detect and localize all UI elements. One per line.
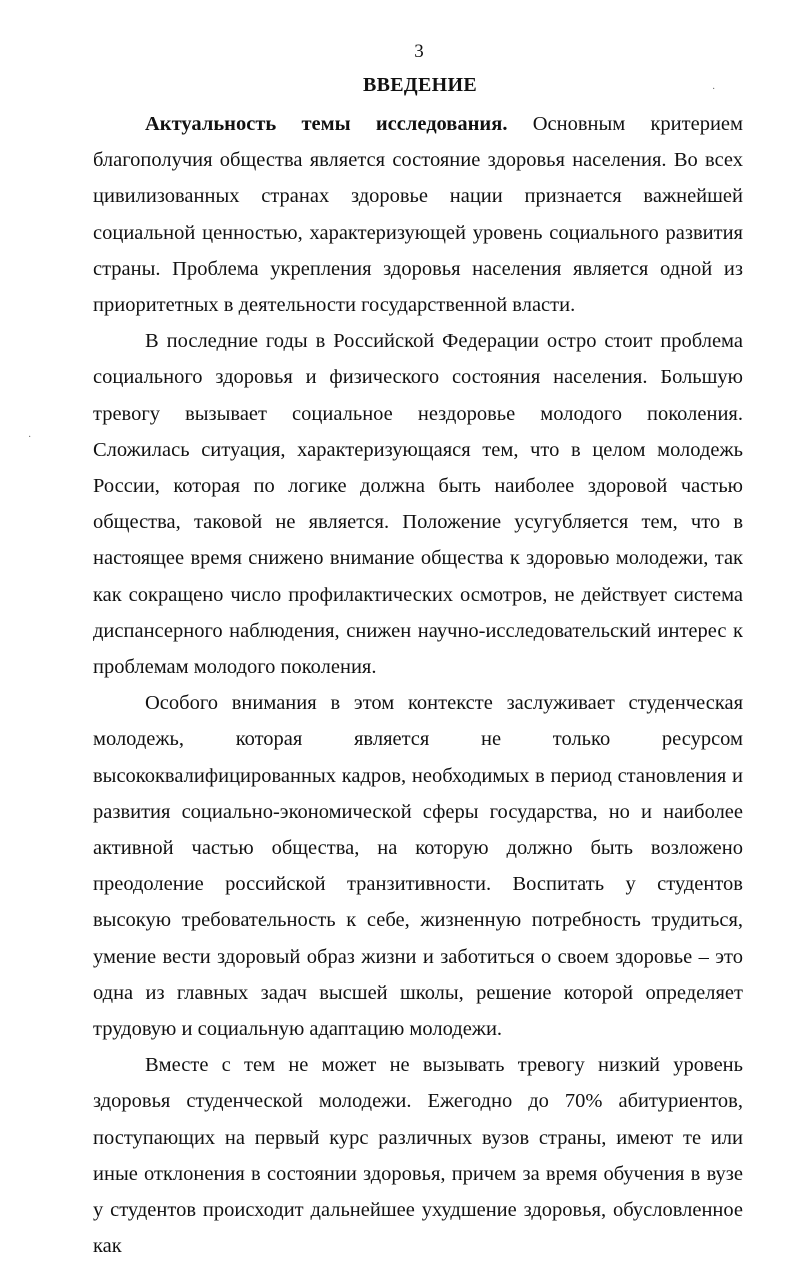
scan-speck: · — [28, 432, 32, 443]
paragraph-1 — [93, 106, 743, 323]
page-number: 3 — [414, 41, 424, 62]
paragraph-3: Особого внимания в этом контексте заслуживает студенческая молодежь, которая является не только ресурсом высококвалифицированных кадров, необходимых в период становления и развития социально-экономической сферы государства, но и наиболее активной частью общества, на которую должно быть возложено преодоление российской транзитивности. Воспитать у студентов высокую требовательность к себе, жизненную потребность трудиться, умение вести здоровый образ жизни и заботиться о своем здоровье – это одна из главных задач высшей школы, решение которой определяет трудовую и социальную адаптацию молодежи. — [93, 692, 743, 1041]
paragraph-4: Вместе с тем не может не вызывать тревогу низкий уровень здоровья студенческой молодежи. Ежегодно до 70% абитуриентов, поступающих на первый курс различных вузов страны, имеют те или иные отклонения в состоянии здоровья, причем за время обучения в вузе у студентов происходит дальнейшее ухудшение здоровья, обусловленное как — [93, 1054, 743, 1258]
section-title: ВВЕДЕНИЕ — [363, 74, 477, 96]
scan-speck: · — [712, 84, 716, 95]
body-text — [93, 106, 743, 1265]
paragraph-text: Основным критерием благополучия общества является состояние здоровья населения. Во всех цивилизованных странах здоровье нации признается важнейшей социальной ценностью, характеризующей уровень социального развития страны. Проблема укрепления здоровья населения является одной из приоритетных в деятельности государственной власти. — [93, 113, 743, 317]
paragraph-lead: Актуальность темы исследования. — [145, 113, 508, 135]
paragraph-2: В последние годы в Российской Федерации остро стоит проблема социального здоровья и физического состояния населения. Большую тревогу вызывает социальное нездоровье молодого поколения. Сложилась ситуация, характеризующаяся тем, что в целом молодежь России, которая по логике должна быть наиболее здоровой частью общества, таковой не является. Положение усугубляется тем, что в настоящее время снижено внимание общества к здоровью молодежи, так как сокращено число профилактических осмотров, не действует система диспансерного наблюдения, снижен научно-исследовательский интерес к проблемам молодого поколения. — [93, 330, 743, 679]
